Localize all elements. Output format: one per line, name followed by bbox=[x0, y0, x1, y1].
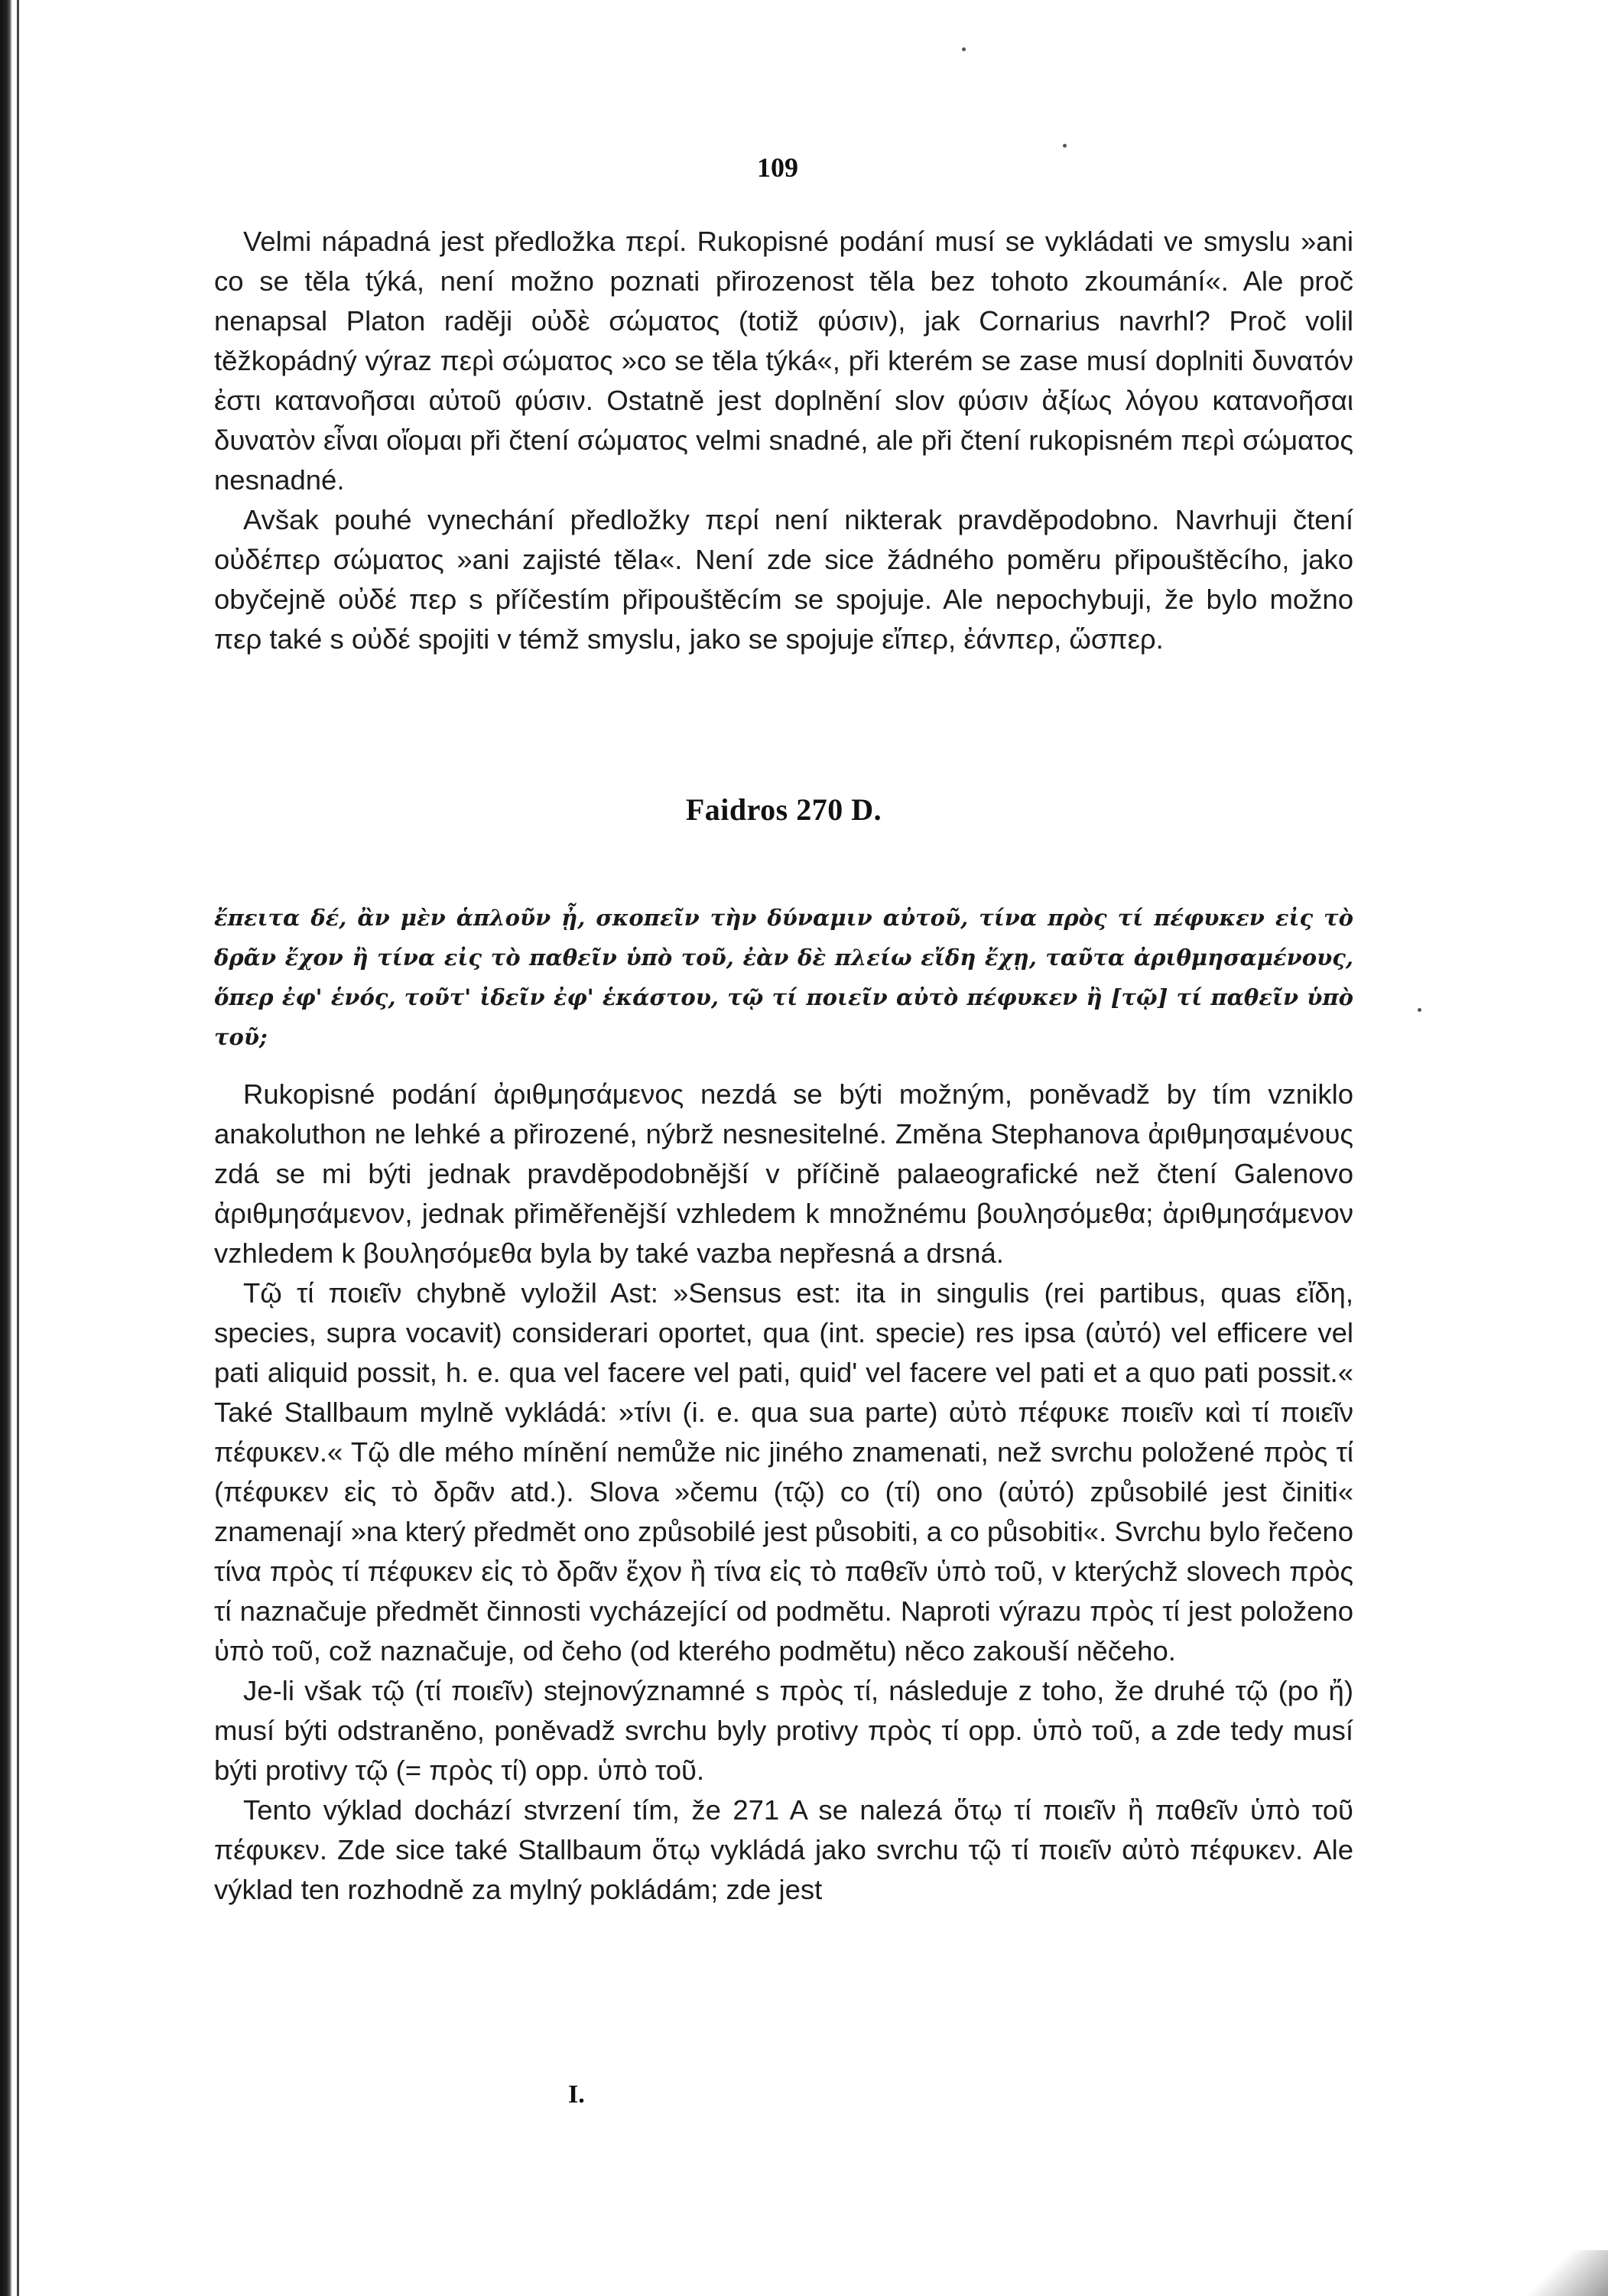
scan-speck bbox=[962, 47, 966, 51]
page-number: 109 bbox=[757, 152, 798, 183]
signature-mark: I. bbox=[568, 2080, 585, 2109]
commentary-section bbox=[214, 1075, 1353, 1910]
section-heading: Faidros 270 D. bbox=[685, 792, 882, 827]
greek-quotation: ἔπειτα δέ, ἂν μὲν ἁπλοῦν ᾖ, σκοπεῖν τὴν δύναμιν αὐτοῦ, τίνα πρὸς τί πέφυκεν εἰς τὸ δρᾶν ἔχον ἢ τίνα εἰς τὸ παθεῖν ὑπὸ τοῦ, ἐὰν δὲ πλείω εἴδη ἔχῃ, ταῦτα ἀριθμησαμένους, ὅπερ ἐφ' ἑνός, τοῦτ' ἰδεῖν ἐφ' ἑκάστου, τῷ τί ποιεῖν αὐτὸ πέφυκεν ἢ [τῷ] τί παθεῖν ὑπὸ τοῦ; bbox=[214, 905, 1353, 1050]
paragraph-5: Je-li však τῷ (τί ποιεῖν) stejnovýznamné s πρὸς τί, následuje z toho, že druhé τῷ (po ἤ) musí býti odstraněno, poněvadž svrchu byly protivy πρὸς τί opp. ὑπὸ τοῦ, a zde tedy musí býti protivy τῷ (= πρὸς τί) opp. ὑπὸ τοῦ. bbox=[214, 1675, 1353, 1786]
scan-edge-dark bbox=[0, 0, 12, 2296]
scan-speck bbox=[1418, 1008, 1421, 1012]
scan-speck bbox=[1063, 144, 1067, 148]
paragraph-1: Velmi nápadná jest předložka περί. Rukopisné podání musí se vykládati ve smyslu »ani co se těla týká, není možno poznati přirozenost těla bez tohoto zkoumání«. Ale proč nenapsal Platon raději οὐδὲ σώματος (totiž φύσιν), jak Cornarius navrhl? Proč volil těžkopádný výraz περὶ σώματος »co se těla týká«, při kterém se zase musí doplniti δυνατόν ἐστι κατανοῆσαι αὐτοῦ φύσιν. Ostatně jest doplnění slov φύσιν ἀξίως λόγου κατανοῆσαι δυνατὸν εἶναι οἴομαι při čtení σώματος velmi snadné, ale při čtení rukopisném περὶ σώματος nesnadné. bbox=[214, 226, 1353, 496]
paragraph-6: Tento výklad dochází stvrzení tím, že 271 A se nalezá ὅτῳ τί ποιεῖν ἢ παθεῖν ὑπὸ τοῦ πέφυκεν. Zde sice také Stallbaum ὅτῳ vykládá jako svrchu τῷ τί ποιεῖν αὐτὸ πέφυκεν. Ale výklad ten rozhodně za mylný pokládám; zde jest bbox=[214, 1794, 1353, 1905]
paragraph-4: Τῷ τί ποιεῖν chybně vyložil Ast: »Sensus est: ita in singulis (rei partibus, quas εἴδη, species, supra vocavit) considerari oportet, qua (int. specie) res ipsa (αὐτό) vel efficere vel pati aliquid possit, h. e. qua vel facere vel pati, quid' vel facere vel pati et a quo pati possit.« Také Stallbaum mylně vykládá: »τίνι (i. e. qua sua parte) αὐτὸ πέφυκε ποιεῖν καὶ τί ποιεῖν πέφυκεν.« Τῷ dle mého mínění nemůže nic jiného znamenati, než svrchu položené πρὸς τί (πέφυκεν εἰς τὸ δρᾶν atd.). Slova »čemu (τῷ) co (τί) ono (αὐτό) způsobilé jest činiti« znamenají »na který předmět ono způsobilé jest působiti, a co působiti«. Svrchu bylo řečeno τίνα πρὸς τί πέφυκεν εἰς τὸ δρᾶν ἔχον ἢ τίνα εἰς τὸ παθεῖν ὑπὸ τοῦ, v kterýchž slovech πρὸς τί naznačuje předmět činnosti vycházející od podmětu. Naproti výrazu πρὸς τί jest položeno ὑπὸ τοῦ, což naznačuje, od čeho (od kterého podmětu) něco zakouší něčeho. bbox=[214, 1277, 1353, 1667]
opening-section bbox=[214, 222, 1353, 659]
scan-corner-shadow bbox=[1516, 2250, 1608, 2296]
scan-edge-line bbox=[17, 0, 19, 2296]
paragraph-2: Avšak pouhé vynechání předložky περί není nikterak pravděpodobno. Navrhuji čtení οὐδέπερ σώματος »ani zajisté těla«. Není zde sice žádného poměru připouštěcího, jako obyčejně οὐδέ περ s příčestím připouštěcím se spojuje. Ale nepochybuji, že bylo možno περ také s οὐδέ spojiti v témž smyslu, jako se spojuje εἴπερ, ἐάνπερ, ὥσπερ. bbox=[214, 504, 1353, 655]
paragraph-3: Rukopisné podání ἀριθμησάμενος nezdá se býti možným, poněvadž by tím vzniklo anakoluthon ne lehké a přirozené, nýbrž nesnesitelné. Změna Stephanova ἀριθμησαμένους zdá se mi býti jednak pravděpodobnější v příčině palaeografické než čtení Galenovo ἀριθμησάμενον, jednak přiměřenější vzhledem k množnému βουλησόμεθα; ἀριθμησάμενον vzhledem k βουλησόμεθα byla by také vazba nepřesná a drsná. bbox=[214, 1078, 1353, 1269]
